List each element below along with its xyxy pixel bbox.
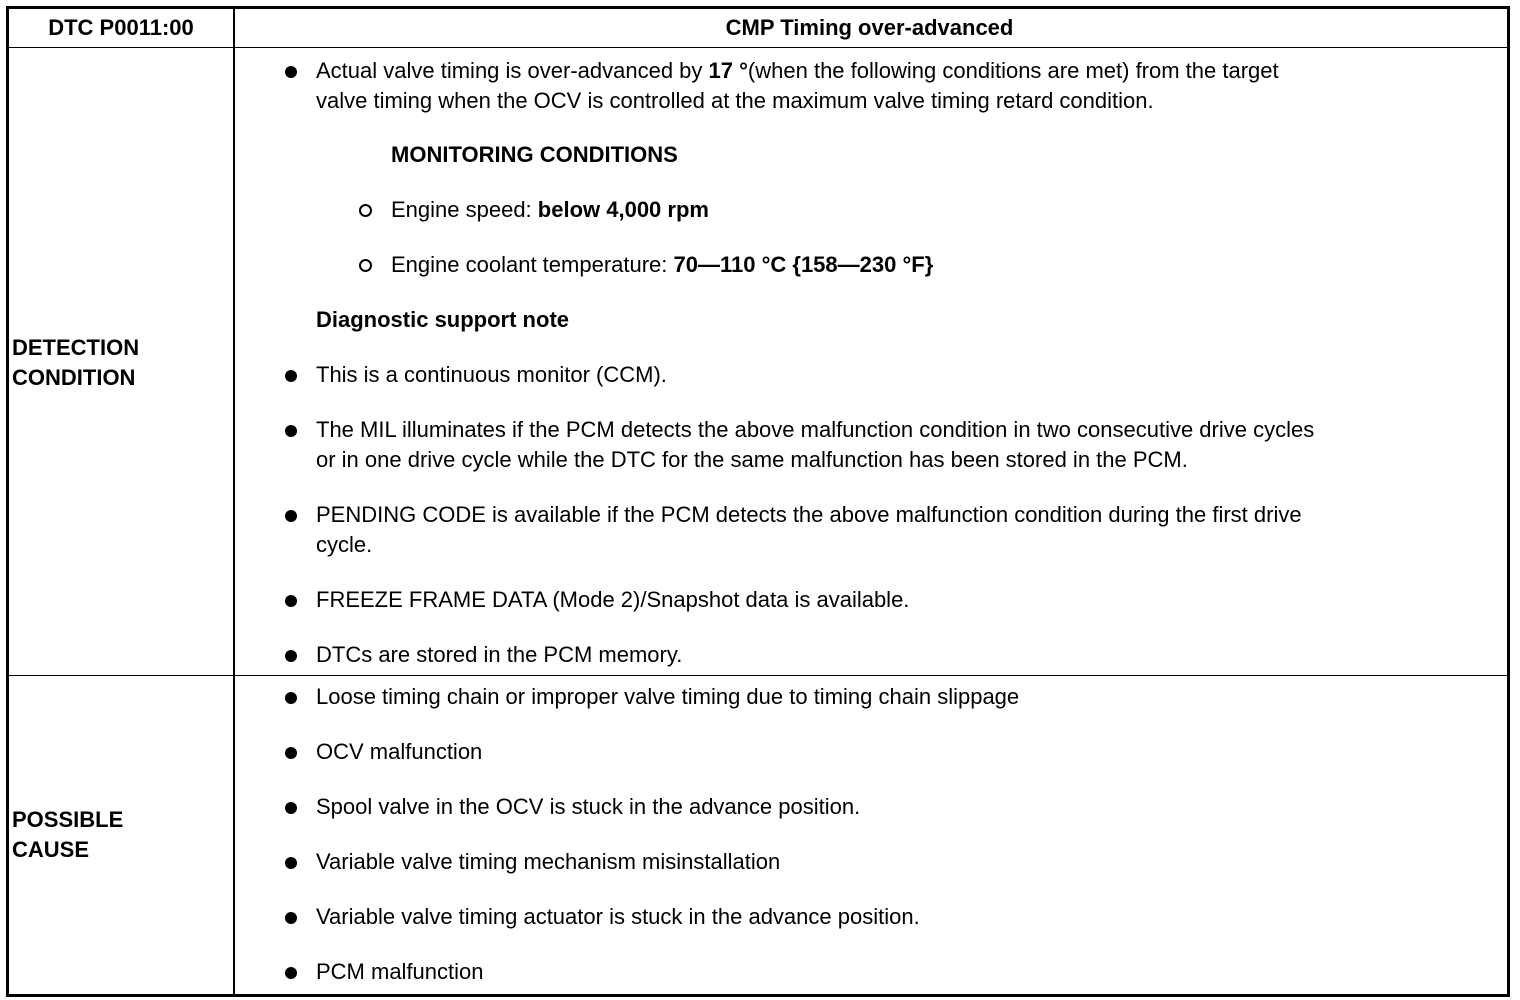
- bullet-icon: [285, 370, 297, 382]
- hollow-bullet-icon: [359, 259, 372, 272]
- bullet-icon: [285, 747, 297, 759]
- cause-label-line1: POSSIBLE: [12, 807, 124, 832]
- column-divider: [233, 6, 235, 994]
- support-note-3-line2: cycle.: [316, 532, 373, 557]
- bullet-icon: [285, 967, 297, 979]
- support-note-3: PENDING CODE is available if the PCM detects the above malfunction condition during the first drive: [316, 502, 1302, 527]
- detection-item-1-line2: valve timing when the OCV is controlled at the maximum valve timing retard condition.: [316, 88, 1154, 113]
- bullet-icon: [285, 595, 297, 607]
- detection-label-line2: CONDITION: [12, 365, 136, 390]
- bullet-icon: [285, 857, 297, 869]
- bullet-icon: [285, 510, 297, 522]
- detection-item-1-text-a: Actual valve timing is over-advanced by: [316, 58, 709, 83]
- header-divider: [6, 47, 1507, 48]
- detection-item-1-angle: 17 °: [708, 58, 748, 83]
- cause-item: Spool valve in the OCV is stuck in the advance position.: [316, 794, 861, 819]
- possible-cause-label: [12, 805, 227, 865]
- bullet-icon: [285, 650, 297, 662]
- row-divider: [6, 675, 1507, 676]
- cause-item: Loose timing chain or improper valve timing due to timing chain slippage: [316, 684, 1020, 709]
- support-note-5: DTCs are stored in the PCM memory.: [316, 642, 683, 667]
- bullet-icon: [285, 425, 297, 437]
- support-note-2: The MIL illuminates if the PCM detects the above malfunction condition in two consecutive drive cycles: [316, 417, 1315, 442]
- hollow-bullet-icon: [359, 204, 372, 217]
- cause-item: Variable valve timing mechanism misinstallation: [316, 849, 781, 874]
- detection-label-line1: DETECTION: [12, 335, 140, 360]
- monitoring-condition-engine-speed: [391, 195, 709, 225]
- coolant-temp-label: Engine coolant temperature:: [391, 252, 674, 277]
- support-note-4: FREEZE FRAME DATA (Mode 2)/Snapshot data is available.: [316, 587, 910, 612]
- support-note-1: This is a continuous monitor (CCM).: [316, 362, 667, 387]
- cause-item: Variable valve timing actuator is stuck in the advance position.: [316, 904, 920, 929]
- monitoring-conditions-heading: MONITORING CONDITIONS: [391, 142, 678, 167]
- engine-speed-label: Engine speed:: [391, 197, 538, 222]
- support-note-2-line2: or in one drive cycle while the DTC for the same malfunction has been stored in the PCM.: [316, 447, 1188, 472]
- detection-item-1-text-b: (when the following conditions are met) from the target: [747, 58, 1279, 83]
- cause-label-line2: CAUSE: [12, 837, 90, 862]
- cause-item: PCM malfunction: [316, 959, 484, 984]
- bullet-icon: [285, 692, 297, 704]
- dtc-code: DTC P0011:00: [48, 15, 194, 40]
- detection-condition-label: [12, 333, 227, 393]
- dtc-title: CMP Timing over-advanced: [725, 15, 1014, 40]
- detection-item-1: [316, 56, 1279, 86]
- bullet-icon: [285, 66, 297, 78]
- coolant-temp-value: 70—110 °C {158—230 °F}: [673, 252, 934, 277]
- bullet-icon: [285, 802, 297, 814]
- engine-speed-value: below 4,000 rpm: [537, 197, 709, 222]
- diagnostic-support-note-heading: Diagnostic support note: [316, 307, 569, 332]
- monitoring-condition-coolant-temp: [391, 250, 933, 280]
- cause-item: OCV malfunction: [316, 739, 483, 764]
- bullet-icon: [285, 912, 297, 924]
